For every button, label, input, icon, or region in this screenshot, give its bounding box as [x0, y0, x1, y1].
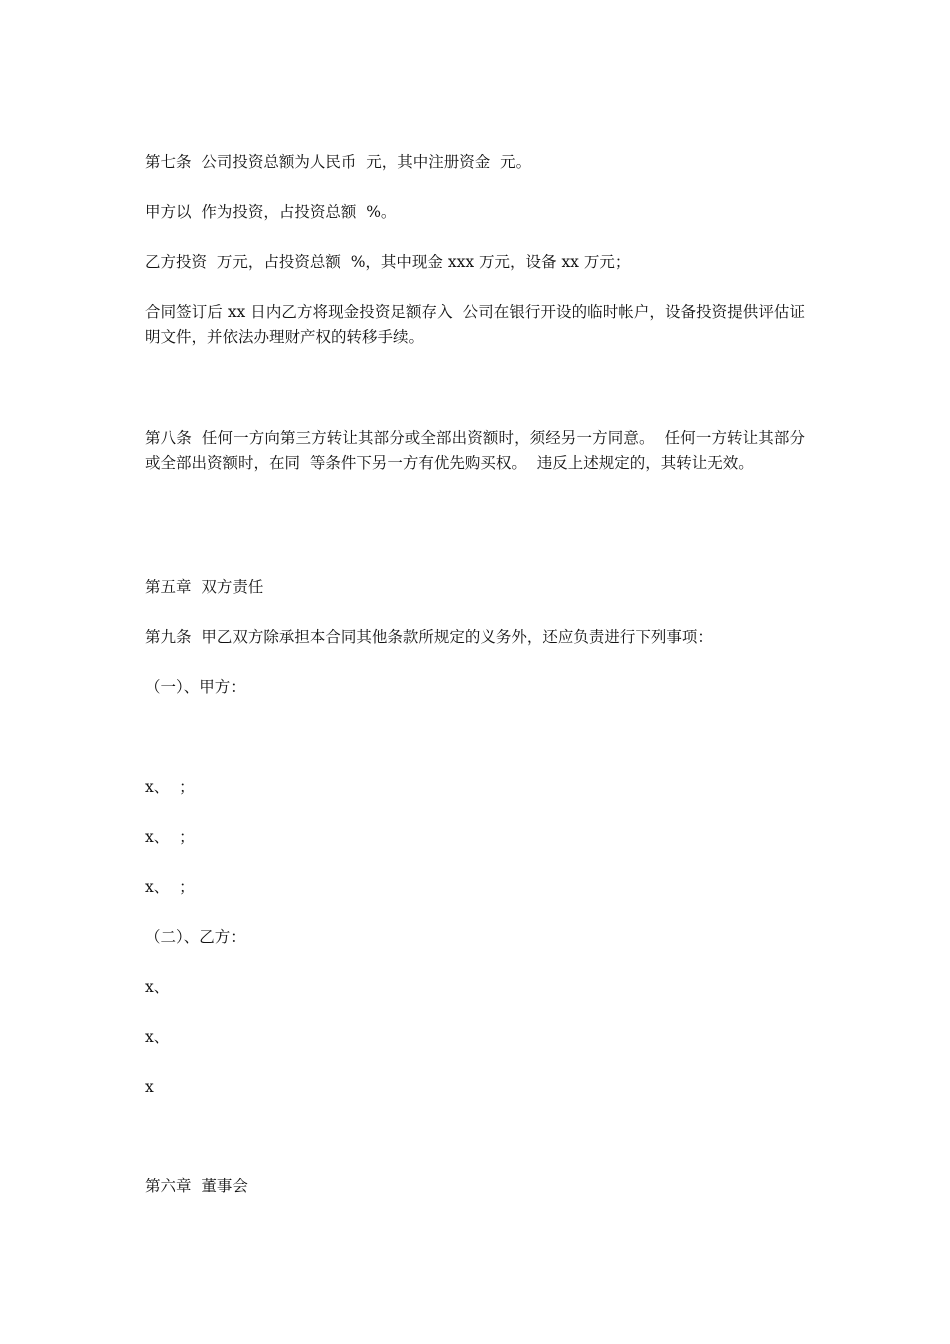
- party-b-item: x、: [145, 1028, 170, 1046]
- chapter-6-heading: 第六章 董事会: [145, 1177, 248, 1195]
- party-a-item: x、 ；: [145, 878, 195, 896]
- article-7: 第七条 公司投资总额为人民币 元，其中注册资金 元。: [145, 153, 532, 171]
- party-a-heading: （一）、甲方：: [145, 678, 246, 696]
- party-a-item: x、 ；: [145, 828, 195, 846]
- article-7-party-b-investment: 乙方投资 万元，占投资总额 %，其中现金 xxx 万元，设备 xx 万元；: [145, 253, 631, 271]
- article-9: 第九条 甲乙双方除承担本合同其他条款所规定的义务外，还应负责进行下列事项：: [145, 628, 713, 646]
- article-7-deposit-terms: 合同签订后 xx 日内乙方将现金投资足额存入 公司在银行开设的临时帐户，设备投资提供评估证明文件，并依法办理财产权的转移手续。: [145, 303, 805, 346]
- article-7-party-a-investment: 甲方以 作为投资，占投资总额 %。: [145, 203, 397, 221]
- chapter-5-heading: 第五章 双方责任: [145, 578, 264, 596]
- article-8: 第八条 任何一方向第三方转让其部分或全部出资额时，须经另一方同意。 任何一方转让其部分或全部出资额时，在同 等条件下另一方有优先购买权。 违反上述规定的，其转让无效。: [145, 429, 805, 472]
- party-b-item: x、: [145, 978, 170, 996]
- party-b-heading: （二）、乙方：: [145, 928, 246, 946]
- party-a-item: x、 ；: [145, 778, 195, 796]
- party-b-item: x: [145, 1078, 154, 1096]
